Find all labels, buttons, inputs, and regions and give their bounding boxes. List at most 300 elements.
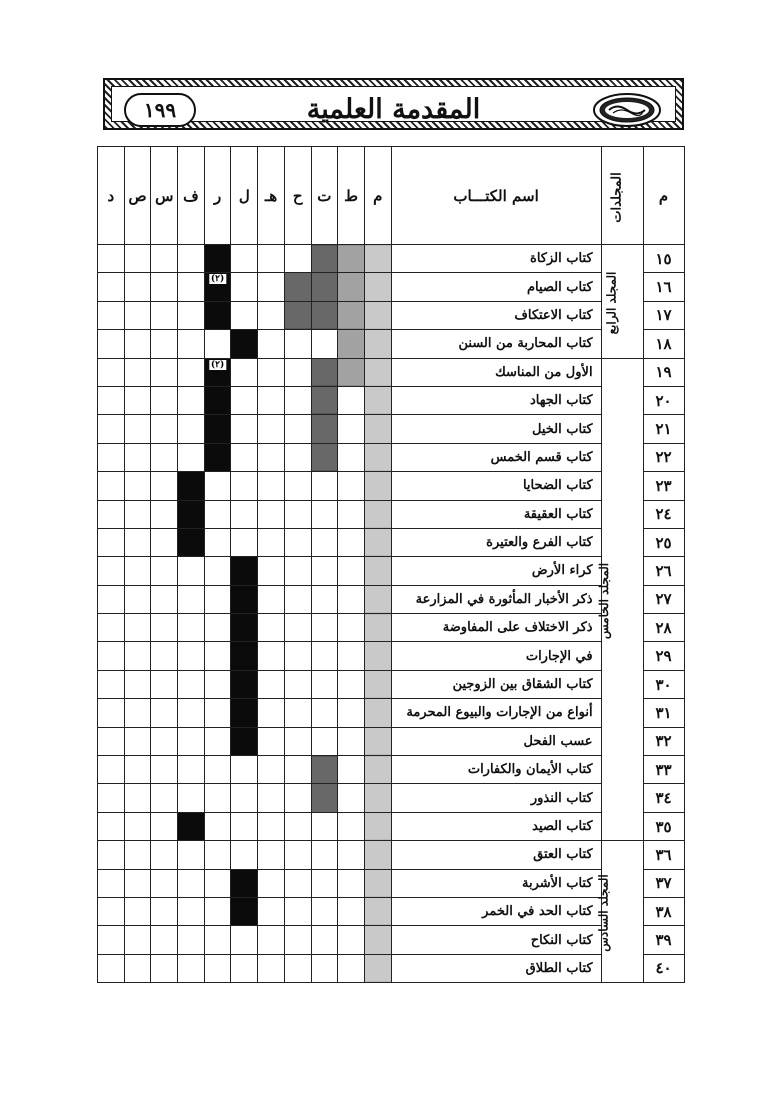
table-row [98,727,685,755]
marker-cell [284,500,311,528]
marker-cell [231,897,258,925]
book-title: كتاب الشقاق بين الزوجين [391,670,601,698]
marker-cell [311,642,338,670]
marker-cell [258,557,285,585]
marker-cell [178,415,205,443]
marker-cell [231,699,258,727]
book-title: كتاب الأيمان والكفارات [391,756,601,784]
marker-cell [98,954,125,982]
marker-cell [364,386,391,414]
book-title: كتاب الاعتكاف [391,301,601,329]
marker-cell [338,784,365,812]
marker-cell [364,500,391,528]
marker-cell [284,699,311,727]
table-row [98,415,685,443]
marker-cell [124,869,151,897]
book-title: أنواع من الإجارات والبيوع المحرمة [391,699,601,727]
marker-cell [204,301,231,329]
marker-cell [231,954,258,982]
marker-cell [311,756,338,784]
marker-cell [258,528,285,556]
row-number: ٢٣ [643,472,684,500]
marker-cell [204,273,231,301]
marker-cell [98,557,125,585]
marker-cell [98,273,125,301]
marker-cell [204,443,231,471]
row-number: ٣٥ [643,812,684,840]
table-row [98,869,685,897]
marker-cell [364,756,391,784]
row-number: ٢٨ [643,614,684,642]
marker-cell [364,301,391,329]
marker-cell [258,301,285,329]
marker-cell [311,443,338,471]
row-number: ٢١ [643,415,684,443]
marker-cell [284,784,311,812]
marker-cell [231,784,258,812]
marker-cell [364,954,391,982]
marker-cell [364,926,391,954]
marker-cell [311,784,338,812]
marker-cell [311,954,338,982]
marker-cell [204,869,231,897]
marker-cell [231,841,258,869]
book-title: كتاب الأشربة [391,869,601,897]
marker-cell [338,443,365,471]
header-letter: ف [178,147,205,245]
marker-cell [151,472,178,500]
header-letter: م [364,147,391,245]
marker-cell [124,386,151,414]
marker-cell [98,301,125,329]
marker-cell [338,727,365,755]
marker-cell [311,415,338,443]
marker-cell [98,585,125,613]
marker-cell [311,841,338,869]
marker-cell [364,784,391,812]
marker-cell [151,784,178,812]
marker-cell [178,897,205,925]
marker-cell [98,528,125,556]
volume-label-text: المجلد السادس [596,874,611,952]
marker-cell [364,358,391,386]
marker-cell [311,358,338,386]
marker-cell [178,841,205,869]
marker-cell [98,386,125,414]
header-letter: هـ [258,147,285,245]
marker-cell [364,585,391,613]
marker-cell [124,926,151,954]
table-header-row [98,147,685,245]
marker-cell [284,812,311,840]
marker-cell [364,699,391,727]
marker-cell [231,273,258,301]
book-title: كتاب الطلاق [391,954,601,982]
marker-cell [258,727,285,755]
marker-cell [231,245,258,273]
marker-cell [231,500,258,528]
marker-cell [311,273,338,301]
book-title: ذكر الأخبار المأثورة في المزارعة [391,585,601,613]
marker-cell [178,330,205,358]
book-title: كتاب الجهاد [391,386,601,414]
marker-cell [204,614,231,642]
marker-cell [258,500,285,528]
marker-cell [151,585,178,613]
marker-cell [284,472,311,500]
table-row [98,443,685,471]
marker-cell [204,415,231,443]
marker-cell [364,642,391,670]
marker-cell [311,528,338,556]
row-number: ٣٠ [643,670,684,698]
marker-cell [124,415,151,443]
marker-cell [338,954,365,982]
marker-cell [284,585,311,613]
marker-cell [151,954,178,982]
marker-cell [284,273,311,301]
marker-cell [98,756,125,784]
marker-cell [258,358,285,386]
page-title: المقدمة العلمية [306,94,481,125]
marker-cell [178,585,205,613]
marker-cell [284,330,311,358]
volume-group-label [596,841,643,983]
book-title: كتاب قسم الخمس [391,443,601,471]
marker-cell [338,415,365,443]
header-letter: ت [311,147,338,245]
marker-cell [231,812,258,840]
marker-cell [151,614,178,642]
marker-cell [284,528,311,556]
marker-cell [151,557,178,585]
marker-cell [151,330,178,358]
marker-cell [151,841,178,869]
header-banner [103,78,684,130]
marker-cell [124,358,151,386]
marker-cell [258,784,285,812]
table-row [98,897,685,925]
marker-cell [204,245,231,273]
marker-cell [124,330,151,358]
marker-cell [284,841,311,869]
marker-cell [178,926,205,954]
marker-cell [364,614,391,642]
marker-cell [364,869,391,897]
marker-cell [231,926,258,954]
row-number: ٢٦ [643,557,684,585]
marker-cell [364,330,391,358]
marker-cell [311,699,338,727]
marker-cell [311,472,338,500]
marker-cell [151,812,178,840]
volume-group-label [601,245,643,359]
marker-cell [178,273,205,301]
marker-cell [364,897,391,925]
table-row [98,358,685,386]
marker-cell [258,756,285,784]
row-number: ٣١ [643,699,684,727]
marker-cell [204,528,231,556]
marker-cell [231,443,258,471]
marker-cell [231,614,258,642]
row-number: ١٧ [643,301,684,329]
marker-cell [124,699,151,727]
marker-cell [338,841,365,869]
marker-cell [338,869,365,897]
marker-cell [311,557,338,585]
marker-cell [98,812,125,840]
marker-cell [231,670,258,698]
marker-cell [231,415,258,443]
book-title: عسب الفحل [391,727,601,755]
marker-cell [338,386,365,414]
marker-cell [338,472,365,500]
marker-cell [311,897,338,925]
marker-cell [311,670,338,698]
index-table-wrapper [97,146,685,983]
marker-cell [338,273,365,301]
book-title: ذكر الاختلاف على المفاوضة [391,614,601,642]
marker-cell [151,386,178,414]
table-row [98,642,685,670]
marker-cell [178,699,205,727]
marker-cell [338,812,365,840]
book-title: كتاب الصيام [391,273,601,301]
page-number: ١٩٩ [124,93,196,127]
marker-cell [311,330,338,358]
marker-cell [338,897,365,925]
marker-cell [98,358,125,386]
ornament-emblem-icon [591,91,663,129]
marker-cell [178,358,205,386]
marker-cell [98,784,125,812]
header-volumes: المجلدات [601,147,643,245]
marker-cell [284,897,311,925]
marker-cell [178,443,205,471]
marker-cell [284,358,311,386]
marker-cell [311,500,338,528]
marker-cell [258,869,285,897]
marker-cell [204,358,231,386]
marker-cell [231,472,258,500]
marker-cell [98,670,125,698]
table-row [98,301,685,329]
row-number: ٢٥ [643,528,684,556]
marker-cell [364,557,391,585]
marker-cell [204,841,231,869]
marker-cell [284,727,311,755]
marker-cell [178,528,205,556]
marker-cell [258,443,285,471]
row-number: ٣٣ [643,756,684,784]
table-row [98,954,685,982]
header-num: م [643,147,684,245]
marker-cell [151,500,178,528]
marker-cell [258,386,285,414]
marker-cell [338,670,365,698]
marker-cell [284,557,311,585]
marker-cell [364,472,391,500]
marker-cell [258,642,285,670]
table-row [98,528,685,556]
marker-cell [338,699,365,727]
marker-cell [204,926,231,954]
table-row [98,812,685,840]
row-number: ١٥ [643,245,684,273]
table-row [98,926,685,954]
header-letter: ص [124,147,151,245]
row-number: ٢٧ [643,585,684,613]
marker-cell [338,585,365,613]
row-number: ٢٠ [643,386,684,414]
row-number: ٣٢ [643,727,684,755]
table-row [98,472,685,500]
row-number: ٣٨ [643,897,684,925]
marker-cell [311,614,338,642]
marker-cell [98,699,125,727]
marker-cell [338,756,365,784]
book-title: كتاب الفرع والعتيرة [391,528,601,556]
marker-cell [124,784,151,812]
marker-cell [231,330,258,358]
marker-cell [98,727,125,755]
table-row [98,699,685,727]
marker-cell [124,841,151,869]
marker-cell [151,528,178,556]
marker-cell [284,756,311,784]
marker-cell [98,443,125,471]
marker-cell [204,500,231,528]
marker-cell [258,614,285,642]
marker-cell [124,557,151,585]
marker-cell [124,614,151,642]
table-row [98,330,685,358]
row-number: ٢٩ [643,642,684,670]
header-letter: س [151,147,178,245]
marker-cell [258,897,285,925]
marker-cell [124,727,151,755]
marker-cell [178,756,205,784]
marker-cell [151,642,178,670]
marker-cell [311,727,338,755]
marker-cell [98,614,125,642]
marker-cell [98,245,125,273]
row-number: ٣٧ [643,869,684,897]
marker-cell [338,614,365,642]
marker-cell [284,245,311,273]
marker-cell [284,954,311,982]
marker-cell [124,642,151,670]
header-letter: ح [284,147,311,245]
book-title: كتاب العتق [391,841,601,869]
marker-cell [231,301,258,329]
marker-cell [204,472,231,500]
marker-cell [258,415,285,443]
book-title: في الإجارات [391,642,601,670]
marker-cell [231,869,258,897]
marker-cell [151,358,178,386]
book-title: الأول من المناسك [391,358,601,386]
marker-cell [338,330,365,358]
marker-cell [258,841,285,869]
header-inner-frame [111,86,676,125]
marker-cell [124,472,151,500]
marker-cell [364,670,391,698]
marker-cell [338,926,365,954]
marker-cell [258,812,285,840]
book-title: كتاب العقيقة [391,500,601,528]
index-table [97,146,685,983]
marker-cell [231,585,258,613]
marker-cell [311,301,338,329]
footnote-marker: (٢) [210,274,225,285]
marker-cell [151,301,178,329]
marker-cell [258,472,285,500]
table-body [98,245,685,983]
marker-cell [231,386,258,414]
marker-cell [258,699,285,727]
marker-cell [98,926,125,954]
marker-cell [204,642,231,670]
marker-cell [284,869,311,897]
marker-cell [124,443,151,471]
marker-cell [311,812,338,840]
table-row [98,557,685,585]
marker-cell [204,756,231,784]
marker-cell [178,472,205,500]
marker-cell [258,954,285,982]
row-number: ١٩ [643,358,684,386]
marker-cell [284,386,311,414]
book-title: كتاب الخيل [391,415,601,443]
marker-cell [231,642,258,670]
marker-cell [311,869,338,897]
marker-cell [151,273,178,301]
row-number: ٢٢ [643,443,684,471]
marker-cell [284,614,311,642]
marker-cell [151,670,178,698]
marker-cell [178,301,205,329]
marker-cell [178,557,205,585]
marker-cell [204,699,231,727]
marker-cell [338,528,365,556]
marker-cell [178,784,205,812]
table-row [98,756,685,784]
book-title: كتاب الصيد [391,812,601,840]
marker-cell [124,585,151,613]
marker-cell [258,670,285,698]
marker-cell [98,472,125,500]
marker-cell [178,245,205,273]
marker-cell [151,245,178,273]
marker-cell [178,642,205,670]
marker-cell [204,727,231,755]
marker-cell [178,614,205,642]
header-letter: د [98,147,125,245]
marker-cell [311,585,338,613]
marker-cell [364,443,391,471]
marker-cell [204,557,231,585]
marker-cell [204,585,231,613]
row-number: ٣٦ [643,841,684,869]
marker-cell [124,301,151,329]
marker-cell [204,386,231,414]
marker-cell [338,557,365,585]
marker-cell [204,897,231,925]
marker-cell [204,784,231,812]
marker-cell [178,812,205,840]
